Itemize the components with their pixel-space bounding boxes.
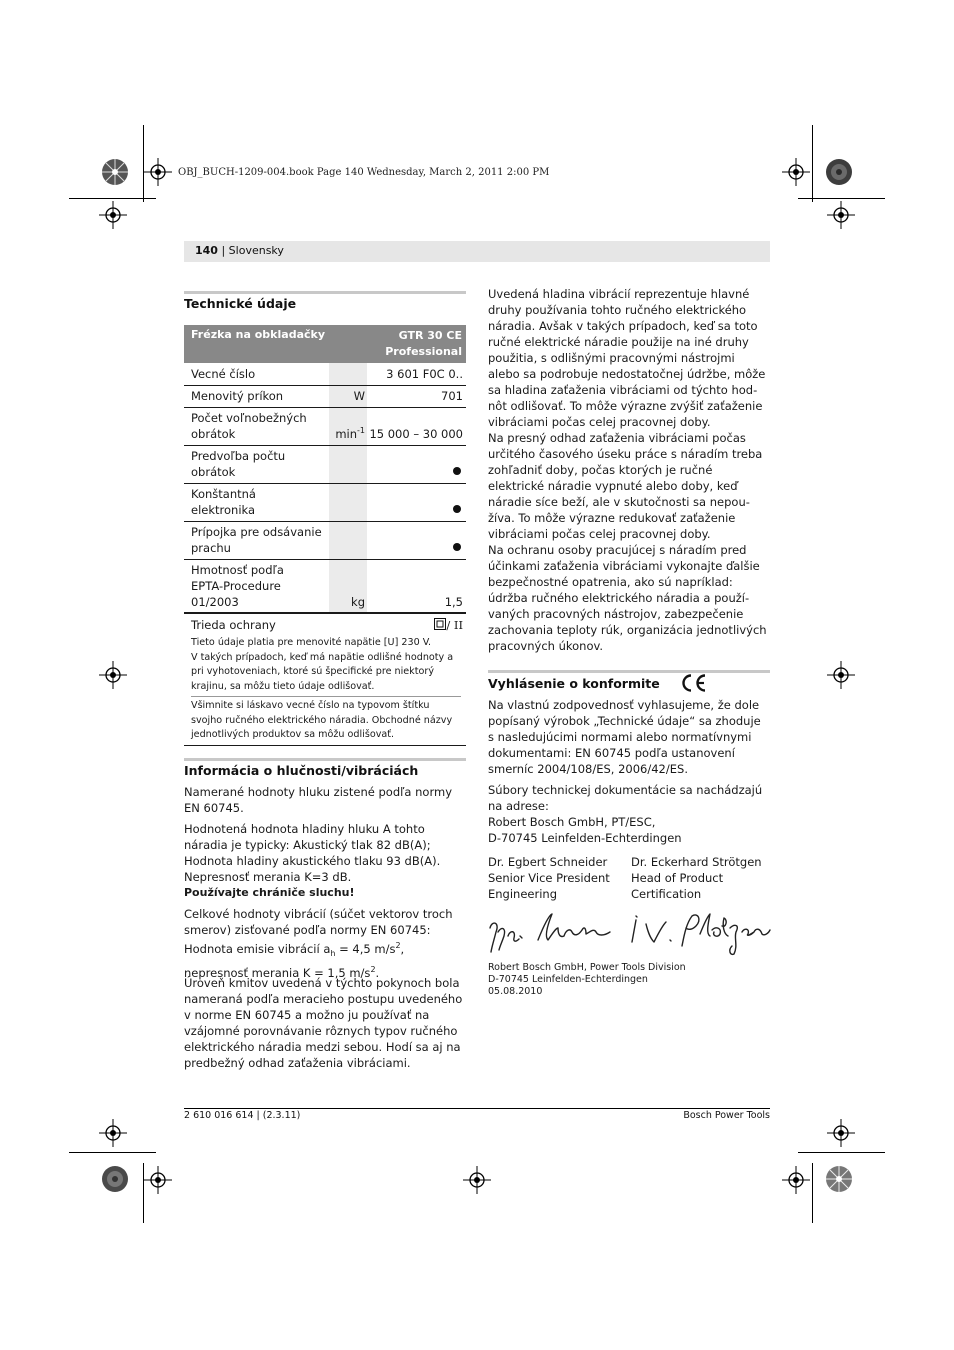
registration-mark-icon — [827, 201, 855, 229]
table-row — [184, 363, 466, 386]
bullet-dot-icon — [453, 505, 461, 513]
row-label: Prípojka pre odsávanie prachu — [191, 525, 322, 555]
row-label: Trieda ochrany — [191, 618, 276, 632]
bullet-dot-icon — [453, 467, 461, 475]
signatory-right: Dr. Eckerhard Strötgen Head of Product Certification — [631, 855, 762, 901]
ce-mark-icon — [679, 673, 707, 693]
row-unit: W — [353, 389, 365, 403]
protection-class-text: / II — [446, 618, 463, 632]
header-language: Slovensky — [228, 244, 284, 257]
color-target-icon — [825, 158, 853, 186]
bullet-dot-icon — [453, 543, 461, 551]
footer-rule — [184, 1108, 770, 1109]
section-heading-tech: Technické údaje — [184, 296, 297, 311]
table-note-voltage: Tieto údaje platia pre menovité napätie [U] 230 V. V takých prípadoch, keď má napätie odlišné hodnoty a pri vyhotoveniach, ktoré sú špecifické pre niektorý krajinu, sa môžu tieto údaje odlišovať. — [191, 637, 454, 692]
page-header — [195, 244, 284, 257]
warning-text: Používajte chrániče sluchu! — [184, 886, 355, 899]
unit-cell — [329, 484, 367, 521]
table-head-label: Frézka na obkladačky — [191, 328, 325, 341]
unit-text: min — [335, 427, 358, 441]
unit-cell — [329, 363, 367, 385]
registration-mark-icon — [782, 158, 810, 186]
row-value — [453, 540, 463, 556]
color-target-icon — [101, 1165, 129, 1193]
star-target-icon — [101, 158, 129, 186]
hearing-protection-warning — [184, 885, 355, 901]
crop-line — [798, 1152, 885, 1153]
page-number: 140 — [195, 244, 218, 257]
row-label: Menovitý príkon — [191, 389, 284, 403]
footer-doc-number: 2 610 016 614 | (2.3.11) — [184, 1110, 301, 1121]
conformity-paragraph: Na vlastnú zodpovednosť vyhlasujeme, že dole popísaný výrobok „Technické údaje“ sa zhoduje s nasledujúcimi normami alebo normatívnymi dokumentami: EN 60745 podľa ustanovení smerníc 2004/108/ES, 2006/42/ES. — [488, 698, 761, 776]
vib-text-b: = 4,5 m/s — [335, 941, 396, 956]
crop-line — [812, 1163, 813, 1223]
row-label: Predvoľba počtu obrátok — [191, 449, 286, 479]
registration-mark-icon — [144, 1166, 172, 1194]
unit-superscript: -1 — [357, 426, 365, 436]
row-value — [434, 617, 463, 633]
noise-paragraph-1: Namerané hodnoty hluku zistené podľa normy EN 60745. — [184, 785, 452, 815]
table-note-article: Všimnite si láskavo vecné číslo na typovom štítku svojho ručného elektrického náradia. Obchodné názvy jednotlivých produktov sa môžu odlišovať. — [191, 700, 453, 740]
unit-cell — [329, 408, 367, 445]
handwritten-signatures — [486, 906, 772, 958]
registration-mark-icon — [99, 1119, 127, 1147]
unit-cell — [329, 614, 367, 636]
row-value: 1,5 — [444, 595, 463, 609]
spec-table-header — [184, 325, 466, 363]
registration-mark-icon — [99, 201, 127, 229]
unit-cell — [329, 386, 367, 407]
vib-text-a: Celkové hodnoty vibrácií (súčet vektorov troch smerov) zisťované podľa normy EN 60745: Hodnota emisie vibrácií a — [184, 907, 453, 956]
section-rule — [488, 670, 770, 673]
registration-mark-icon — [463, 1166, 491, 1194]
vibration-paragraph — [184, 906, 453, 981]
vib-superscript: 2 — [370, 965, 376, 975]
right-paragraph-1: Uvedená hladina vibrácií reprezentuje hlavné druhy používania tohto ručného elektrického náradia. Avšak v takých prípadoch, keď sa toto ručné elektrické náradie použije na iné druhy použitia, s odlišnými pracovnými nástrojmi alebo sa podrobuje nedostatočnej údržbe, môže sa hladina zaťaženia vibráciami od týchto hod- nôt odlišovať. To môže výrazne zvýšiť zaťaženie vibráciami počas celej pracovnej doby. Na presný odhad zaťaženia vibráciami počas určitého časového úseku práce s náradím treba zohľadniť doby, počas ktorých je ručné elektrické náradie vypnuté alebo doby, keď náradie síce beží, ale v skutočnosti sa nepou- žíva. To môže výrazne redukovať zaťaženie vibráciami počas celej pracovnej doby. Na ochranu osoby pracujúcej s náradím pred účinkami zaťaženia vibráciami vykonajte ďalšie bezpečnostné opatrenia, ako sú napríklad: údržba ručného elektrického náradia a použí- vaných pracovných nástrojov, zabezpečenie zachovania teploty rúk, organizácia jednotlivých pracovných úkonov. — [488, 287, 767, 653]
table-row — [184, 484, 466, 522]
section-rule — [184, 758, 466, 761]
vib-superscript: 2 — [395, 941, 401, 950]
table-head-model: GTR 30 CE Professional — [385, 329, 462, 358]
book-info-line: OBJ_BUCH-1209-004.book Page 140 Wednesday, March 2, 2011 2:00 PM — [178, 167, 550, 178]
vib-text-c: , nepresnosť merania K = 1,5 m/s — [184, 941, 405, 980]
row-value: 15 000 – 30 000 — [369, 427, 463, 441]
note-divider — [191, 696, 461, 697]
signatory-left: Dr. Egbert Schneider Senior Vice President Engineering — [488, 855, 610, 901]
header-separator: | — [217, 244, 229, 257]
company-info: Robert Bosch GmbH, Power Tools Division D-70745 Leinfelden-Echterdingen 05.08.2010 — [488, 962, 686, 997]
unit-cell — [329, 560, 367, 613]
row-label: Počet voľnobežných obrátok — [191, 411, 307, 441]
row-unit: kg — [351, 595, 365, 609]
unit-cell — [329, 522, 367, 559]
section-heading-conformity: Vyhlásenie o konformite — [488, 676, 660, 691]
table-row — [184, 408, 466, 446]
row-label: Hmotnosť podľa EPTA-Procedure 01/2003 — [191, 563, 284, 609]
table-divider — [184, 612, 466, 613]
registration-mark-icon — [782, 1166, 810, 1194]
noise-paragraph-2: Hodnotená hodnota hladiny hluku A tohto náradia je typicky: Akustický tlak 82 dB(A); Hodnota hladiny akustického tlaku 93 dB(A). Nepresnosť merania K=3 dB. — [184, 822, 441, 884]
vib-subscript: h — [330, 949, 336, 959]
crop-line — [798, 198, 885, 199]
spec-table — [184, 325, 466, 636]
row-unit — [335, 423, 365, 442]
row-value: 3 601 F0C 0.. — [386, 367, 463, 381]
vib-text-d: . — [375, 965, 380, 980]
crop-line — [812, 125, 813, 202]
row-value — [453, 502, 463, 518]
row-label: Vecné číslo — [191, 367, 256, 381]
footer-brand: Bosch Power Tools — [683, 1110, 770, 1121]
documentation-paragraph: Súbory technickej dokumentácie sa nachádzajú na adrese: Robert Bosch GmbH, PT/ESC, D-70745 Leinfelden-Echterdingen — [488, 783, 763, 845]
table-row — [184, 560, 466, 614]
star-target-icon — [825, 1165, 853, 1193]
section-rule — [184, 291, 466, 294]
row-value — [453, 464, 463, 480]
table-row — [184, 386, 466, 408]
table-row — [184, 522, 466, 560]
registration-mark-icon — [827, 1119, 855, 1147]
registration-mark-icon — [144, 158, 172, 186]
row-label: Konštantná elektronika — [191, 487, 256, 517]
crop-line — [69, 1152, 156, 1153]
protection-class-icon — [434, 618, 446, 630]
table-bottom-rule — [184, 745, 466, 746]
registration-mark-icon — [827, 661, 855, 689]
table-row — [184, 614, 466, 636]
noise-paragraph-4: Úroveň kmitov uvedená v týchto pokynoch bola nameraná podľa meracieho postupu uvedeného v norme EN 60745 a možno ju používať na vzájomné porovnávanie rôznych typov ručného elektrického náradia medzi sebou. Hodí sa aj na predbežný odhad zaťaženia vibráciami. — [184, 976, 463, 1070]
unit-cell — [329, 446, 367, 483]
section-heading-noise: Informácia o hlučnosti/vibráciách — [184, 763, 419, 778]
row-value: 701 — [441, 389, 463, 403]
registration-mark-icon — [99, 661, 127, 689]
table-row — [184, 446, 466, 484]
crop-line — [69, 198, 156, 199]
